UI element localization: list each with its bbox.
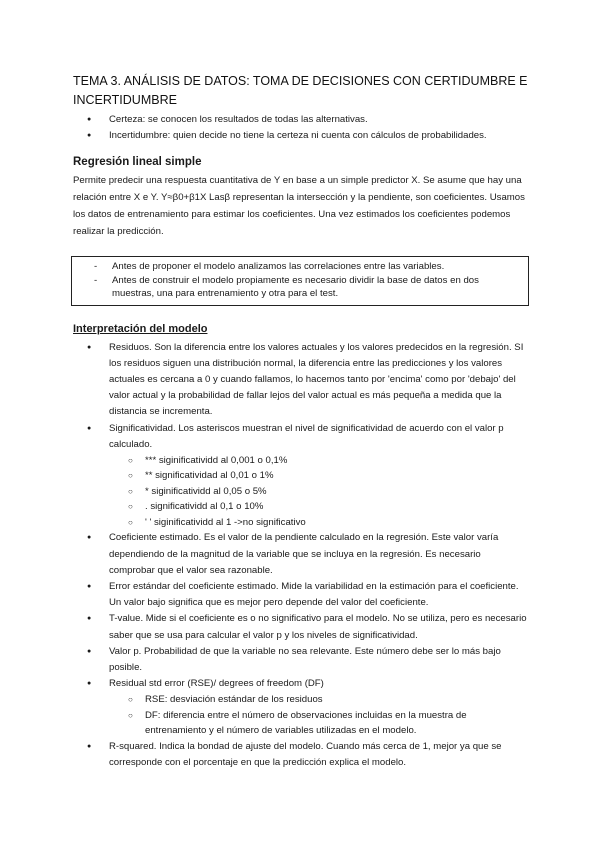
list-item-significance: ● Significatividad. Los asteriscos muestran el nivel de significatividad de acuerdo con el valor p calculado. bbox=[73, 421, 528, 453]
sublist-item-df: ○ DF: diferencia entre el número de observaciones incluidas en la muestra de entrenamiento y el número de variables utilizadas en el modelo. bbox=[73, 708, 528, 739]
document-title: TEMA 3. ANÁLISIS DE DATOS: TOMA DE DECISIONES CON CERTIDUMBRE E INCERTIDUMBRE bbox=[73, 74, 528, 107]
sublist-item-level-1: ○ *** siginificatividd al 0,001 o 0,1% bbox=[73, 453, 528, 469]
notes-box bbox=[71, 256, 529, 306]
sublist-item-level-5: ○ ' ' siginificatividd al 1 ->no significativo bbox=[73, 515, 528, 531]
list-item-t-value: ● T-value. Mide si el coeficiente es o no significativo para el modelo. No se utiliza, pero es necesario saber que se usa para calcular el valor p y los niveles de significatividad. bbox=[73, 611, 528, 643]
sublist-item-level-2: ○ ** significatividad al 0,01 o 1% bbox=[73, 468, 528, 484]
note-item-split: - Antes de construir el modelo propiamente es necesario dividir la base de datos en dos muestras, una para entrenamiento y otra para el test. bbox=[80, 274, 520, 301]
regression-paragraph: Permite predecir una respuesta cuantitativa de Y en base a un simple predictor X. Se asume que hay una relación entre X e Y. Y≈β0+β1X Lasβ representan la intersección y la pendiente, son coeficientes. Usamos los datos de entrenamiento para estimar los coeficientes. Una vez estimados los coeficientes podemos realizar la predicción. bbox=[73, 175, 525, 237]
sublist-item-level-3: ○ * siginificatividd al 0,05 o 5% bbox=[73, 484, 528, 500]
list-item-std-error: ● Error estándar del coeficiente estimado. Mide la variabilidad en la estimación para el coeficiente. Un valor bajo significa que es mejor pero depende del valor del coeficiente. bbox=[73, 579, 528, 611]
document-page bbox=[73, 72, 528, 771]
list-item-residuals: ● Residuos. Son la diferencia entre los valores actuales y los valores predecidos en la regresión. SI los residuos siguen una distribución normal, la diferencia entre las predicciones y los valores actuales es cercana a 0 y cuando fallamos, lo hacemos tanto por 'encima' como por 'debajo' del valor actual y la probabilidad de fallar lejos del valor actual es más pequeña a medida que la distancia se incrementa. bbox=[73, 340, 528, 421]
list-item-p-value: ● Valor p. Probabilidad de que la variable no sea relevante. Este número debe ser lo más bajo posible. bbox=[73, 644, 528, 676]
list-item-r-squared: ● R-squared. Indica la bondad de ajuste del modelo. Cuando más cerca de 1, mejor ya que se corresponde con el porcentaje en que la predicción explica el modelo. bbox=[73, 739, 528, 771]
section-heading-regression: Regresión lineal simple bbox=[73, 156, 202, 168]
section-heading-interpretation: Interpretación del modelo bbox=[73, 322, 208, 335]
list-item-incertidumbre: ● Incertidumbre: quien decide no tiene la certeza ni cuenta con cálculos de probabilidades. bbox=[73, 128, 528, 144]
list-item-coefficient: ● Coeficiente estimado. Es el valor de la pendiente calculado en la regresión. Este valor varía dependiendo de la magnitud de la variable que se incluya en la regresión. Es necesario comprobar que el valor sea razonable. bbox=[73, 530, 528, 579]
intro-list bbox=[73, 112, 528, 143]
note-item-correlations: - Antes de proponer el modelo analizamos las correlaciones entre las variables. bbox=[80, 260, 520, 274]
interpretation-list bbox=[73, 340, 528, 772]
list-item-certeza: ● Certeza: se conocen los resultados de todas las alternativas. bbox=[73, 112, 528, 128]
list-item-rse: ● Residual std error (RSE)/ degrees of freedom (DF) bbox=[73, 676, 528, 692]
sublist-item-level-4: ○ . significatividd al 0,1 o 10% bbox=[73, 499, 528, 515]
sublist-item-rse: ○ RSE: desviación estándar de los residuos bbox=[73, 692, 528, 708]
